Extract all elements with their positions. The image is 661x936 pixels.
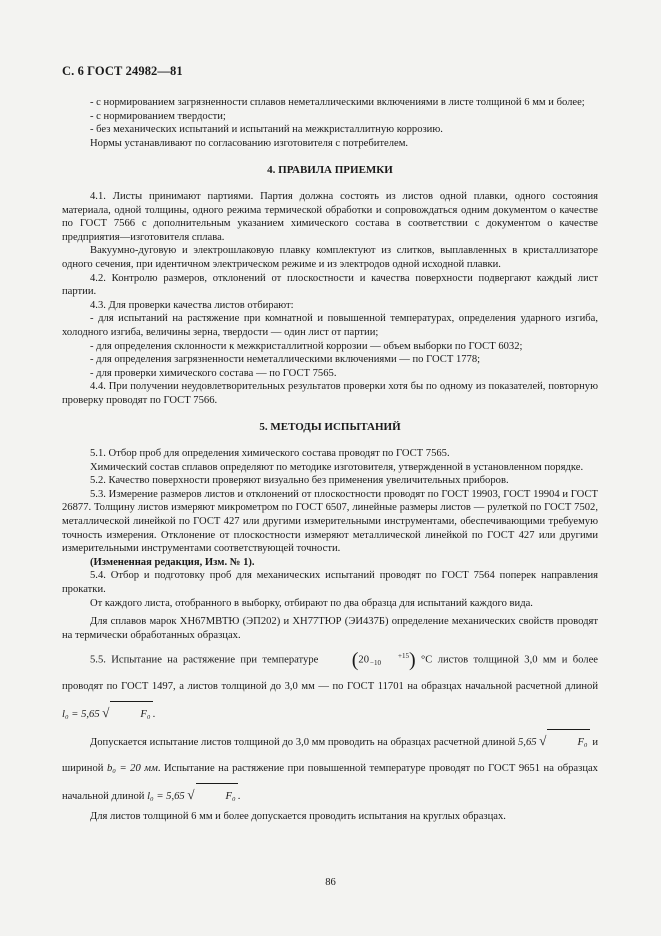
page-content — [62, 96, 598, 824]
section-4-paragraph-1: 4.1. Листы принимают партиями. Партия должна состоять из листов одной плавки, одного состояния материала, одной толщины, одного режима термической обработки и сопровождаться одним документом о качестве по ГОСТ 7566 с дополнительным указанием химического состава в соответствии с документом о качестве предприятия—изготовителя сплава. — [62, 190, 598, 243]
section-4-paragraph-2: Вакуумно-дуговую и электрошлаковую плавку комплектуют из слитков, выплавленных в кристаллизаторе одного сечения, при идентичном электрическом режиме и из электродов одной исходной плавки. — [62, 245, 598, 270]
page-number: 86 — [325, 877, 336, 888]
p8-end: . — [152, 709, 156, 721]
section-4-list-item: - для определения склонности к межкристаллитной коррозии — объем выборки по ГОСТ 6032; — [90, 340, 523, 352]
section-5-paragraph-2: Химический состав сплавов определяют по методике изготовителя, утвержденной в установленном порядке. — [90, 461, 584, 473]
formula-lhs: l₀ = 5,65 — [62, 709, 100, 721]
intro-line-3: - без механических испытаний и испытаний на межкристаллитную коррозию. — [90, 124, 443, 136]
section-5-paragraph-5: 5.4. Отбор и подготовку проб для механических испытаний проводят по ГОСТ 7564 поперек направления прокатки. — [62, 570, 598, 595]
section-5-paragraph-7: Для сплавов марок ХН67МВТЮ (ЭП202) и ХН77ТЮР (ЭИ437Б) определение механических свойств проводят на термически обработанных образцах. — [62, 616, 598, 641]
width-formula: b₀ = 20 мм — [106, 763, 158, 775]
section-4-list-item: - для определения загрязненности неметаллическими включениями — по ГОСТ 1778; — [90, 354, 481, 366]
section-5-title: 5. МЕТОДЫ ИСПЫТАНИЙ — [259, 421, 401, 434]
section-4-paragraph-4: 4.3. Для проверки качества листов отбирают: — [90, 299, 294, 311]
section-4-paragraph-5: 4.4. При получении неудовлетворительных результатов проверки хотя бы по одному из показателей, повторную проверку проводят по ГОСТ 7566. — [62, 381, 598, 406]
gauge-length-formula: l₀ = 5,65 √ F₀ — [147, 791, 238, 802]
gauge-length-formula: 5,65 √ F₀ — [518, 737, 590, 748]
revision-note: (Измененная редакция, Изм. № 1). — [90, 556, 255, 568]
intro-line-4: Нормы устанавливают по согласованию изготовителя с потребителем. — [90, 137, 409, 149]
p9-text-after: . Испытание на растяжение при повышенной температуре проводят по ГОСТ 9651 на образцах начальной длиной — [62, 763, 598, 803]
temperature-base: 20 — [358, 654, 369, 666]
temperature-expression: (20 +15 −10 ) — [351, 649, 416, 672]
section-5-paragraph-3: 5.2. Качество поверхности проверяют визуально без применения увеличительных приборов. — [90, 475, 509, 487]
section-5-paragraph-4: 5.3. Измерение размеров листов и отклонений от плоскостности проводят по ГОСТ 19903, ГОСТ 19904 и ГОСТ 26877. Толщину листов измеряют микрометром по ГОСТ 6507, линейные размеры листов — рулеткой по ГОСТ 7502, металлической линейкой по ГОСТ 427 или другими измерительными инструментами, обеспечивающими требуемую точность измерения. Отклонение от плоскостности измеряют металлической линейкой по ГОСТ 427 или другими измерительными инструментами соответствующей точности. — [62, 488, 598, 555]
formula-lhs: l₀ = 5,65 — [147, 791, 185, 803]
gauge-length-formula: l₀ = 5,65 √ F₀ — [62, 709, 153, 720]
intro-line-1: - с нормированием загрязненности сплавов неметаллическими включениями в листе толщиной 6 мм и более; — [90, 97, 585, 108]
p9-text-mid: и шириной — [62, 737, 599, 775]
p8-text-after: °С листов толщиной 3,0 мм и более проводят по ГОСТ 1497, а листов толщиной до 3,0 мм — по ГОСТ 11701 на образцах начальной расчетной длиной — [62, 655, 598, 693]
p9-end: . — [237, 791, 241, 803]
p8-text-before: 5.5. Испытание на растяжение при температуре — [90, 655, 319, 667]
intro-line-2: - с нормированием твердости; — [90, 110, 226, 122]
formula-root: F₀ — [547, 729, 589, 756]
temperature-tolerance-upper: +15 — [398, 652, 409, 661]
section-5-paragraph-1: 5.1. Отбор проб для определения химического состава проводят по ГОСТ 7565. — [90, 448, 450, 460]
section-5-paragraph-8 — [62, 647, 598, 728]
section-4-list-item: - для проверки химического состава — по ГОСТ 7565. — [90, 367, 337, 379]
section-4-title: 4. ПРАВИЛА ПРИЕМКИ — [267, 164, 393, 177]
p9-text-before: Допускается испытание листов толщиной до 3,0 мм проводить на образцах расчетной длиной — [90, 737, 516, 749]
temperature-tolerance-lower: −10 — [370, 659, 381, 668]
section-4-list-item: - для испытаний на растяжение при комнатной и повышенной температурах, определения ударного изгиба, холодного изгиба, величины зерна, твердости — один лист от партии; — [62, 313, 598, 338]
formula-root: F₀ — [110, 701, 152, 728]
page-header: С. 6 ГОСТ 24982—81 — [62, 64, 183, 78]
section-5-paragraph-10: Для листов толщиной 6 мм и более допускается проводить испытания на круглых образцах. — [90, 811, 506, 823]
section-4-paragraph-3: 4.2. Контролю размеров, отклонений от плоскостности и качества поверхности подвергают каждый лист партии. — [62, 272, 598, 298]
section-5-paragraph-6: От каждого листа, отобранного в выборку, отбирают по два образца для испытаний каждого вида. — [90, 597, 533, 609]
section-5-paragraph-9 — [62, 728, 598, 810]
formula-root: F₀ — [196, 783, 238, 810]
formula-lhs: 5,65 — [518, 737, 537, 749]
